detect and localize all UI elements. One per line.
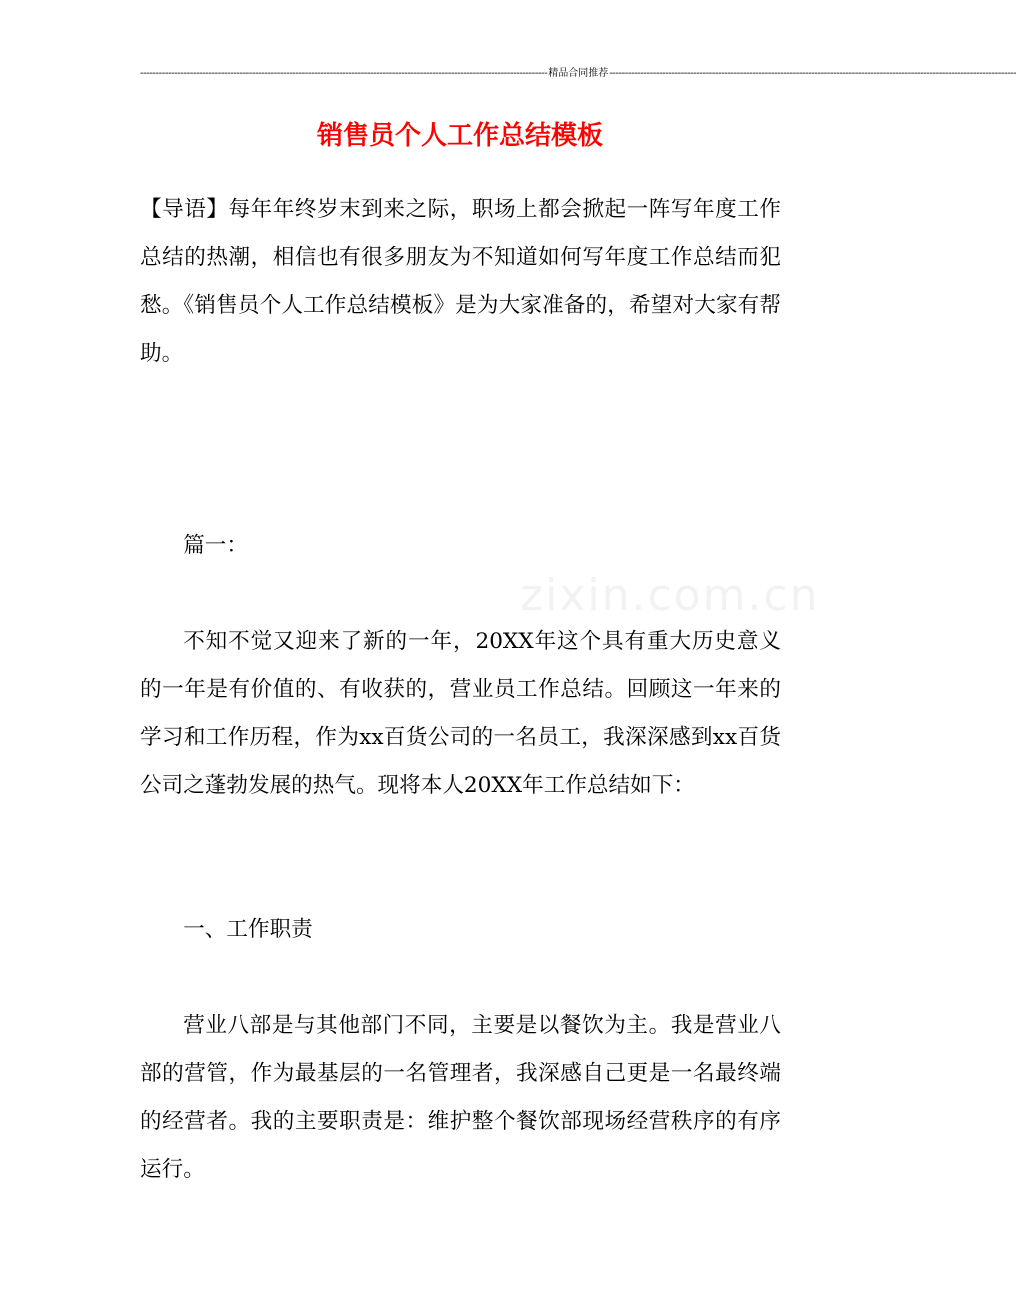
header-dashes-right: ----------------------------------------------------------------------------------------------------------------------------------- (609, 68, 1016, 79)
body-paragraph-1: 不知不觉又迎来了新的一年，20XX年这个具有重大历史意义的一年是有价值的、有收获的，营业员工作总结。回顾这一年来的学习和工作历程，作为xx百货公司的一名员工，我深深感到xx百货公司之蓬勃发展的热气。现将本人20XX年工作总结如下： (140, 629, 781, 798)
document-title: 销售员个人工作总结模板 (316, 121, 603, 151)
section-label: 篇一： (183, 533, 248, 558)
section-heading-job-duties: 一、工作职责 (183, 917, 313, 942)
header-dashes-left: ----------------------------------------------------------------------------------------------------------------------------------- (140, 68, 548, 79)
watermark-text: zixin.com.cn (520, 570, 820, 621)
intro-paragraph: 【导语】每年年终岁末到来之际，职场上都会掀起一阵写年度工作总结的热潮，相信也有很多朋友为不知道如何写年度工作总结而犯愁。《销售员个人工作总结模板》是为大家准备的，希望对大家有帮助。 (140, 197, 781, 366)
header-label: 精品合同推荐 (548, 68, 609, 79)
body-paragraph-2: 营业八部是与其他部门不同，主要是以餐饮为主。我是营业八部的营管，作为最基层的一名管理者，我深感自己更是一名最终端的经营者。我的主要职责是：维护整个餐饮部现场经营秩序的有序运行。 (140, 1013, 781, 1182)
page-header-rule (140, 66, 1016, 82)
